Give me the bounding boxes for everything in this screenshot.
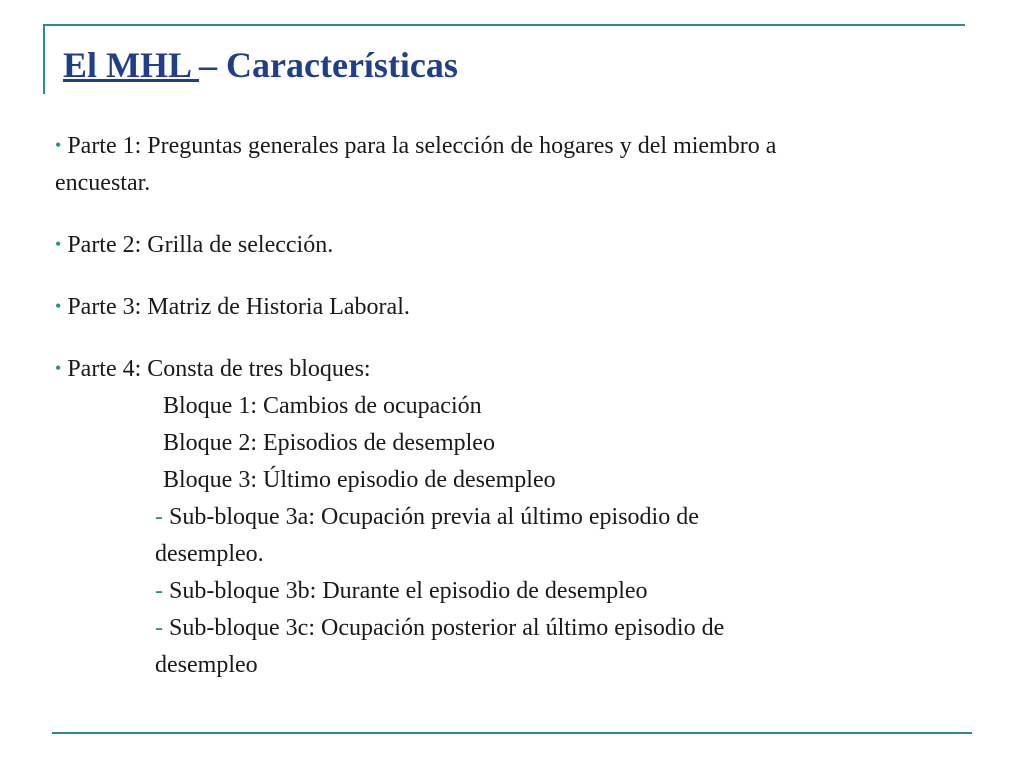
bullet-marker: • — [55, 234, 62, 254]
bullet-item-parte-4 — [55, 350, 975, 684]
top-divider-line — [43, 24, 965, 26]
dash-marker: - — [155, 578, 163, 604]
bottom-divider-line — [52, 732, 972, 734]
title-text: – Características — [199, 45, 458, 85]
title-link[interactable]: El MHL — [63, 45, 200, 85]
bullet-text: Parte 4: Consta de tres bloques: — [67, 356, 371, 382]
subblock-text: Sub-bloque 3c: Ocupación posterior al último episodio de — [169, 615, 725, 641]
bullet-marker: • — [55, 358, 62, 378]
slide-title — [63, 44, 458, 87]
dash-marker: - — [155, 615, 163, 641]
slide-body — [55, 127, 975, 684]
subblock-item-3a-continuation: desempleo. — [155, 541, 264, 567]
bullet-item-parte-3 — [55, 288, 975, 326]
block-item-2: Bloque 2: Episodios de desempleo — [163, 430, 495, 456]
subblock-item-3b — [155, 573, 975, 610]
left-divider-line — [43, 24, 45, 94]
bullet-marker: • — [55, 296, 62, 316]
bullet-text: Parte 3: Matriz de Historia Laboral. — [67, 294, 410, 320]
dash-marker: - — [155, 504, 163, 530]
block-item-3: Bloque 3: Último episodio de desempleo — [163, 467, 556, 493]
subblock-item-3a — [155, 499, 975, 536]
bullet-item-parte-2 — [55, 226, 975, 264]
subblock-item-3c-continuation: desempleo — [155, 652, 258, 678]
subblock-item-3c — [155, 610, 975, 647]
subblock-text: Sub-bloque 3b: Durante el episodio de desempleo — [169, 578, 648, 604]
bullet-text-line-1: Parte 1: Preguntas generales para la selección de hogares y del miembro a — [67, 133, 777, 159]
bullet-item-parte-1 — [55, 127, 975, 202]
bullet-marker: • — [55, 135, 62, 155]
subblock-text: Sub-bloque 3a: Ocupación previa al último episodio de — [169, 504, 699, 530]
bullet-text-line-2: encuestar. — [55, 170, 151, 196]
bullet-text: Parte 2: Grilla de selección. — [67, 232, 334, 258]
block-item-1: Bloque 1: Cambios de ocupación — [163, 393, 482, 419]
